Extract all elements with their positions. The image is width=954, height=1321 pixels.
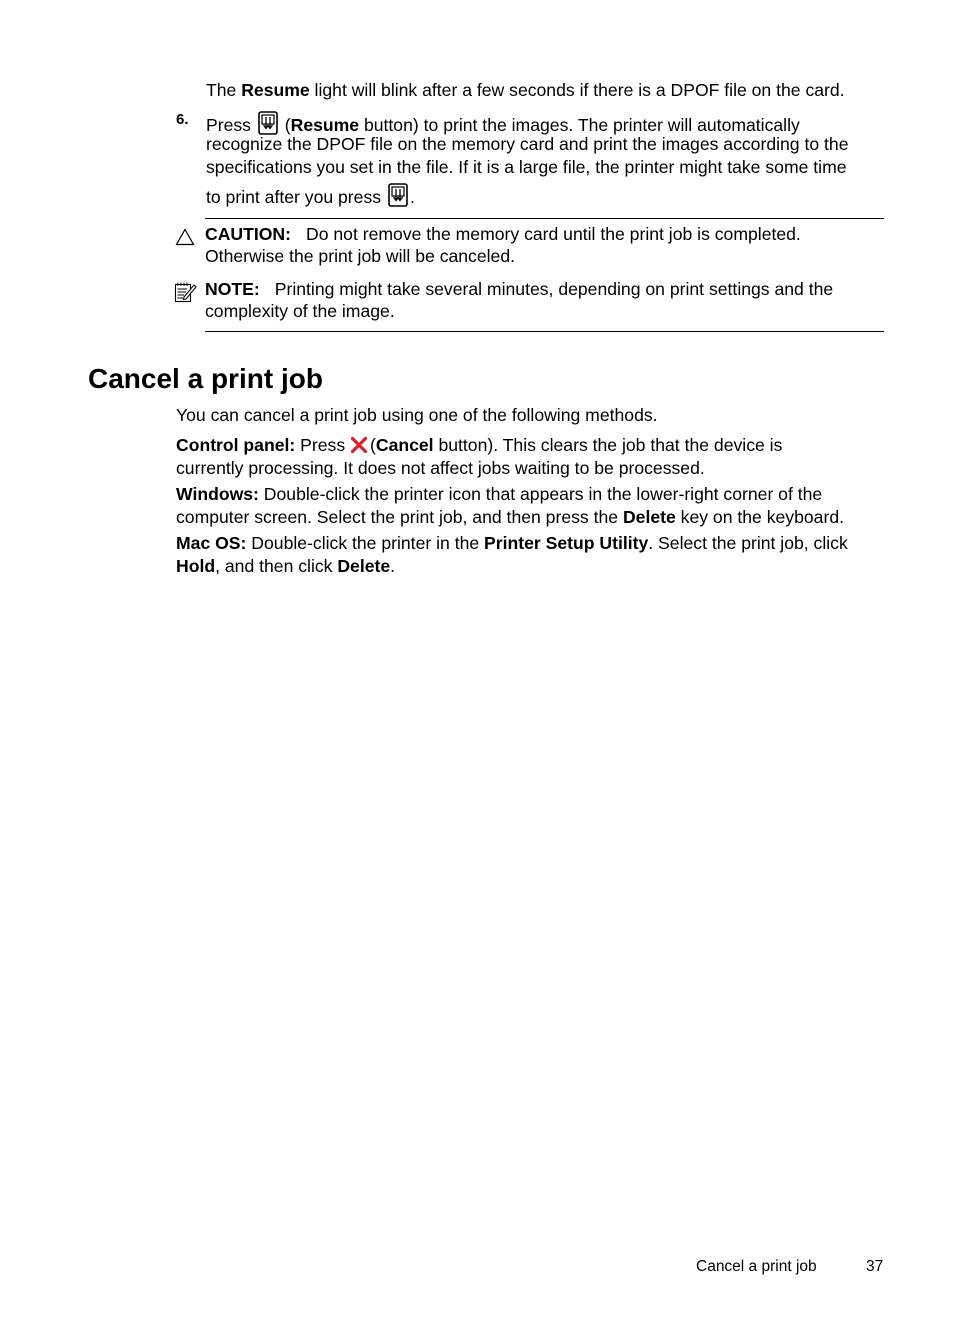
step-6-line-2: recognize the DPOF file on the memory card and print the images according to the	[206, 134, 849, 154]
note-text-line-1: NOTE: Printing might take several minutes, depending on print settings and the	[205, 279, 834, 299]
caution-text-line-2: Otherwise the print job will be canceled.	[205, 246, 516, 266]
control-panel-line-1: Control panel: Press (Cancel button). This clears the job that the device is	[176, 434, 886, 460]
divider-bottom	[205, 331, 884, 332]
caution-label: CAUTION:	[205, 224, 292, 244]
windows-line-2: computer screen. Select the print job, and then press the Delete key on the keyboard.	[176, 507, 844, 527]
step-6-line-1: Press (Resume button) to print the images. The printer will automatically	[206, 111, 886, 141]
macos-line-2: Hold, and then click Delete.	[176, 556, 396, 576]
footer-page-number: 37	[866, 1258, 884, 1275]
resume-icon	[388, 183, 408, 213]
step-6-line-4: to print after you press .	[206, 183, 886, 213]
divider-top	[205, 218, 884, 219]
note-text-line-2: complexity of the image.	[205, 301, 395, 321]
note-label: NOTE:	[205, 279, 260, 299]
caution-triangle-icon	[175, 228, 195, 252]
section-intro: You can cancel a print job using one of the following methods.	[176, 405, 658, 425]
note-pencil-icon	[174, 281, 198, 311]
resume-light-note: The Resume light will blink after a few seconds if there is a DPOF file on the card.	[206, 80, 845, 100]
step-number: 6.	[176, 111, 189, 128]
step-6-line-3: specifications you set in the file. If it is a large file, the printer might take some time	[206, 157, 847, 177]
windows-line-1: Windows: Double-click the printer icon that appears in the lower-right corner of the	[176, 484, 823, 504]
control-panel-line-2: currently processing. It does not affect jobs waiting to be processed.	[176, 458, 705, 478]
macos-line-1: Mac OS: Double-click the printer in the Printer Setup Utility. Select the print job, click	[176, 533, 848, 553]
caution-text-line-1: CAUTION: Do not remove the memory card until the print job is completed.	[205, 224, 801, 244]
footer-section-name: Cancel a print job	[696, 1258, 817, 1275]
section-title: Cancel a print job	[88, 363, 323, 394]
